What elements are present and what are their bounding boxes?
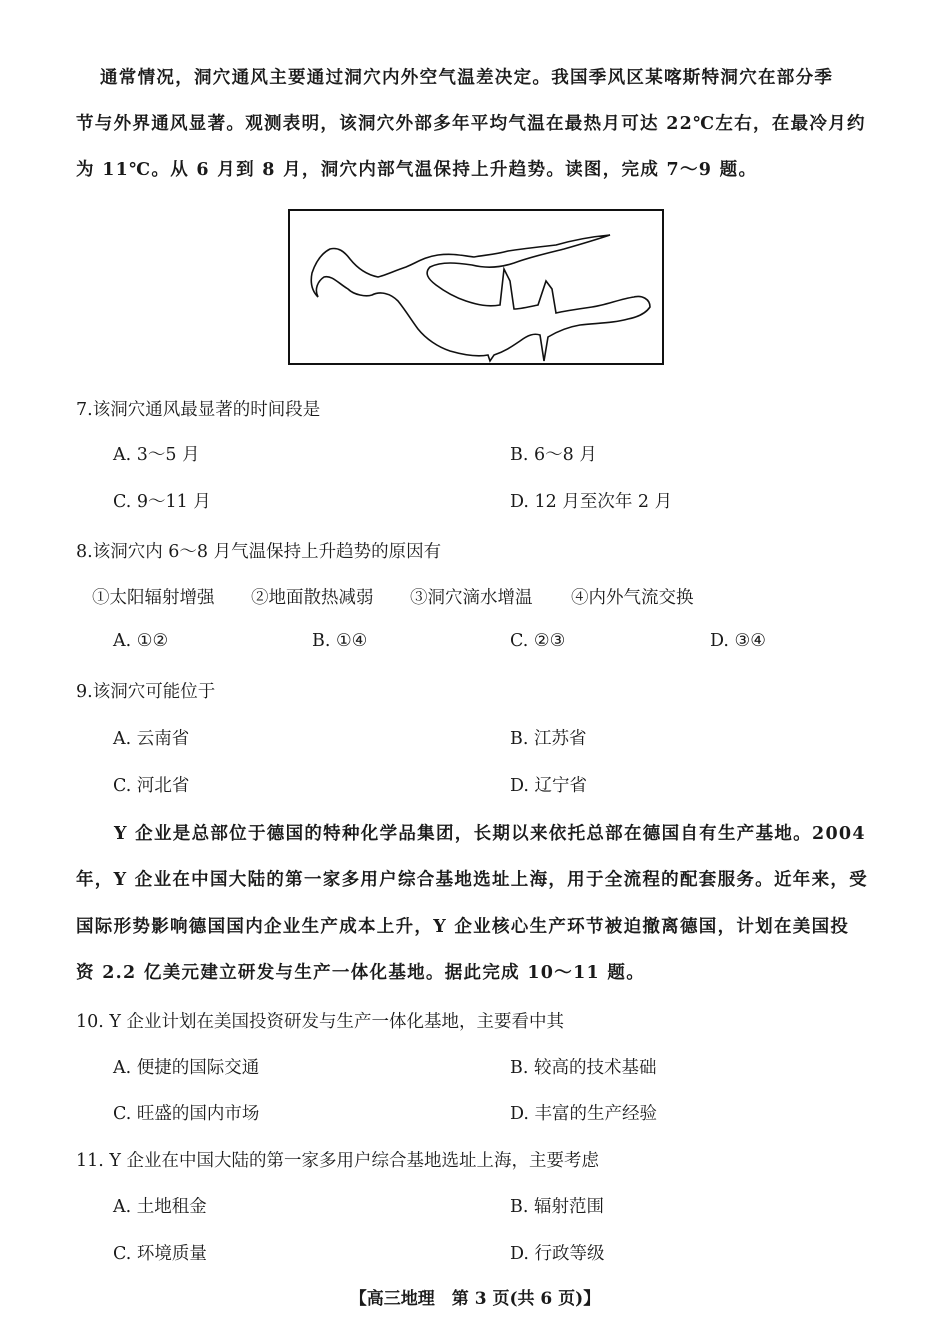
question-8-choice-4: ④内外气流交换 [571,588,694,608]
question-8-option-c[interactable]: C. ②③ [510,631,566,651]
question-11-option-c[interactable]: C. 环境质量 [113,1244,207,1264]
question-9-option-c[interactable]: C. 河北省 [113,776,190,796]
question-7-option-b[interactable]: B. 6～8 月 [510,445,597,465]
question-7-stem: 7.该洞穴通风最显著的时间段是 [76,400,321,420]
question-9-option-b[interactable]: B. 江苏省 [510,729,587,749]
passage2-line-4: 资 2.2 亿美元建立研发与生产一体化基地。据此完成 10～11 题。 [76,963,646,983]
question-7-option-a[interactable]: A. 3～5 月 [113,445,200,465]
question-10-option-d[interactable]: D. 丰富的生产经验 [510,1104,658,1124]
question-8-choice-2: ②地面散热减弱 [251,588,374,608]
question-8-option-d[interactable]: D. ③④ [710,631,766,651]
passage1-line-3: 为 11℃。从 6 月到 8 月，洞穴内部气温保持上升趋势。读图，完成 7～9 题。 [76,160,758,180]
question-9-option-d[interactable]: D. 辽宁省 [510,776,588,796]
cave-diagram [288,209,664,365]
passage1-line-2: 节与外界通风显著。观测表明，该洞穴外部多年平均气温在最热月可达 22℃左右，在最冷月约 [76,114,866,134]
question-8-choice-1: ①太阳辐射增强 [92,588,215,608]
passage2-line-2: 年，Y 企业在中国大陆的第一家多用户综合基地选址上海，用于全流程的配套服务。近年来，受 [76,870,868,890]
page-footer: 【高三地理 第 3 页(共 6 页)】 [349,1289,601,1309]
question-7-option-d[interactable]: D. 12 月至次年 2 月 [510,492,673,512]
question-7-option-c[interactable]: C. 9～11 月 [113,492,211,512]
question-10-stem: 10. Y 企业计划在美国投资研发与生产一体化基地，主要看中其 [76,1012,565,1032]
question-9-option-a[interactable]: A. 云南省 [113,729,190,749]
passage1-line-1: 通常情况，洞穴通风主要通过洞穴内外空气温差决定。我国季风区某喀斯特洞穴在部分季 [100,68,834,88]
question-11-option-d[interactable]: D. 行政等级 [510,1244,605,1264]
question-11-stem: 11. Y 企业在中国大陆的第一家多用户综合基地选址上海，主要考虑 [76,1151,600,1171]
question-8-option-b[interactable]: B. ①④ [312,631,368,651]
question-10-option-b[interactable]: B. 较高的技术基础 [510,1058,657,1078]
question-10-option-c[interactable]: C. 旺盛的国内市场 [113,1104,260,1124]
question-8-stem: 8.该洞穴内 6～8 月气温保持上升趋势的原因有 [76,542,442,562]
question-11-option-a[interactable]: A. 土地租金 [113,1197,207,1217]
question-8-option-a[interactable]: A. ①② [113,631,169,651]
passage2-line-1: Y 企业是总部位于德国的特种化学品集团，长期以来依托总部在德国自有生产基地。2004 [114,824,866,844]
question-8-choice-3: ③洞穴滴水增温 [410,588,533,608]
question-11-option-b[interactable]: B. 辐射范围 [510,1197,604,1217]
question-10-option-a[interactable]: A. 便捷的国际交通 [113,1058,260,1078]
passage2-line-3: 国际形势影响德国国内企业生产成本上升，Y 企业核心生产环节被迫撤离德国，计划在美国投 [76,917,850,937]
question-9-stem: 9.该洞穴可能位于 [76,682,216,702]
